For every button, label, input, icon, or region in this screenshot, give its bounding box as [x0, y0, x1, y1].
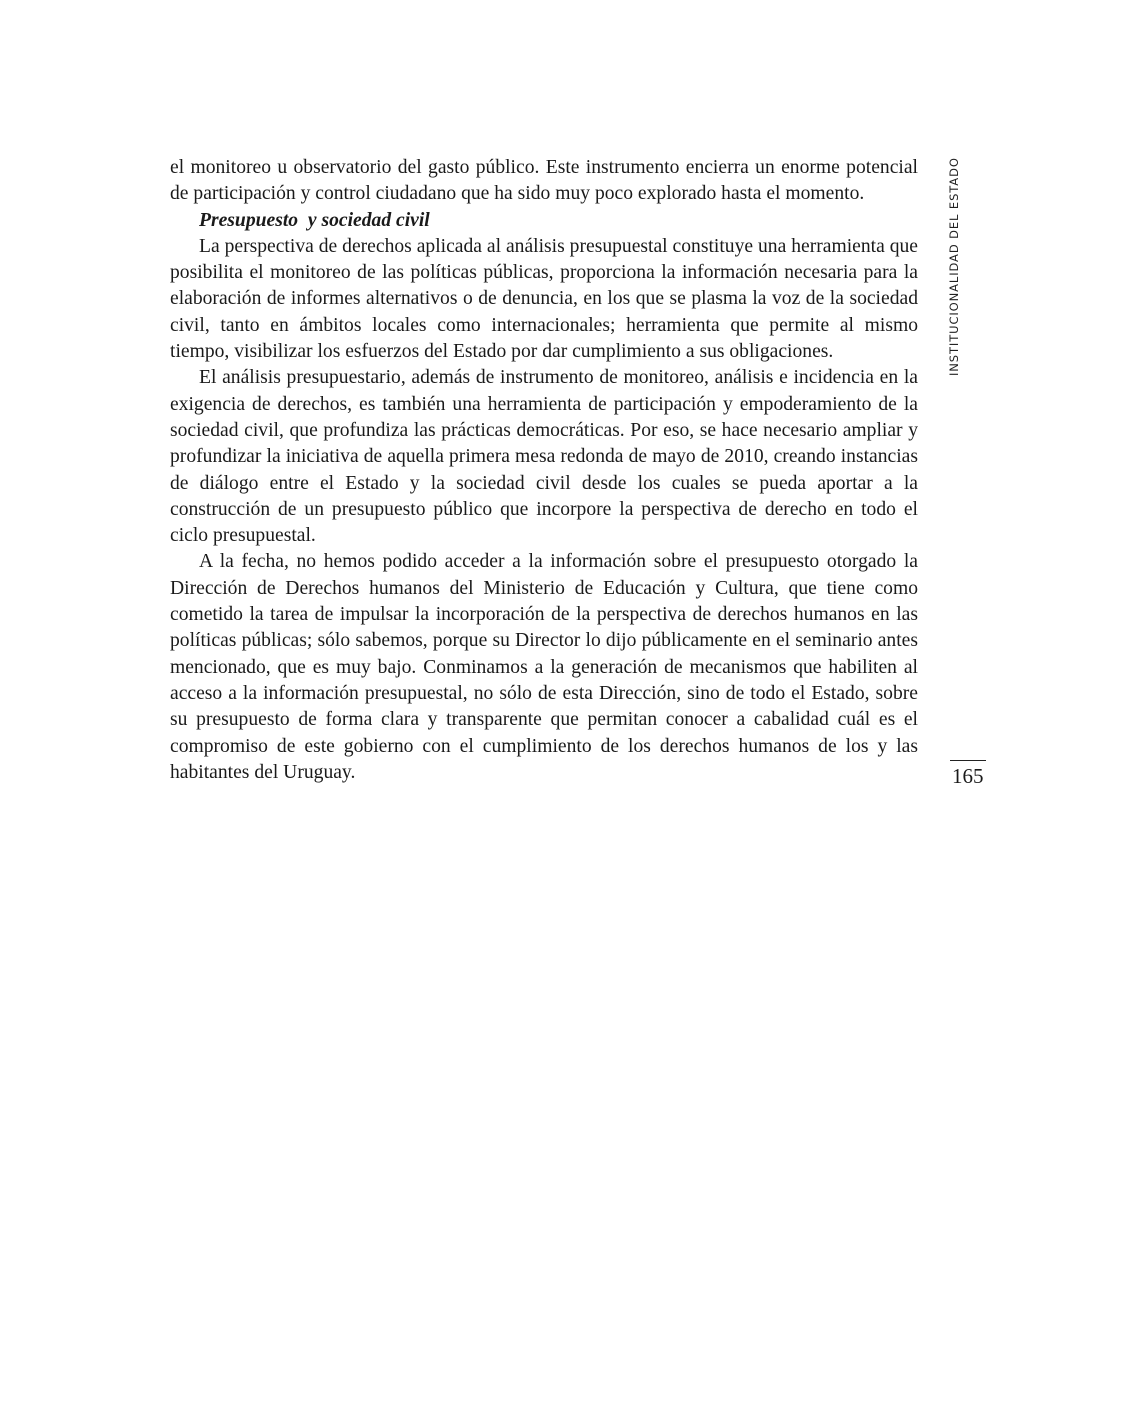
body-paragraph: El análisis presupuestario, además de instrumento de monitoreo, análisis e incidencia en la exigencia de derechos, es también una herramienta de participación y empoderamiento de la sociedad civil, que profundiza las prácticas democráticas. Por eso, se hace necesario ampliar y profundizar la iniciativa de aquella primera mesa redonda de mayo de 2010, creando instancias de diálogo entre el Estado y la sociedad civil desde los cuales se pueda aportar a la construcción de un presupuesto público que incorpore la perspectiva de derecho en todo el ciclo presupuestal.: [170, 367, 918, 547]
running-head: INSTITUCIONALIDAD DEL ESTADO: [947, 157, 961, 376]
page-number: 165: [952, 764, 984, 788]
body-paragraph: La perspectiva de derechos aplicada al análisis presupuestal constituye una herramienta que posibilita el monitoreo de las políticas públicas, proporciona la información necesaria para la elaboración de informes alternativos o de denuncia, en los que se plasma la voz de la sociedad civil, tanto en ámbitos locales como internacionales; herramienta que permite al mismo tiempo, visibilizar los esfuerzos del Estado por dar cumplimiento a sus obligaciones.: [170, 235, 918, 363]
body-paragraph-continued: el monitoreo u observatorio del gasto público. Este instrumento encierra un enorme potencial de participación y control ciudadano que ha sido muy poco explorado hasta el momento.: [170, 157, 918, 205]
page-number-rule: [950, 760, 986, 761]
section-heading: Presupuesto y sociedad civil: [199, 209, 430, 231]
body-paragraph: A la fecha, no hemos podido acceder a la información sobre el presupuesto otorgado la Dirección de Derechos humanos del Ministerio de Educación y Cultura, que tiene como cometido la tarea de impulsar la incorporación de la perspectiva de derechos humanos en las políticas públicas; sólo sabemos, porque su Director lo dijo públicamente en el seminario antes mencionado, que es muy bajo. Conminamos a la generación de mecanismos que habiliten al acceso a la información presupuestal, no sólo de esta Dirección, sino de todo el Estado, sobre su presupuesto de forma clara y transparente que permitan conocer a cabalidad cuál es el compromiso de este gobierno con el cumplimiento de los derechos humanos de los y las habitantes del Uruguay.: [170, 551, 918, 783]
page-body: [170, 155, 918, 786]
